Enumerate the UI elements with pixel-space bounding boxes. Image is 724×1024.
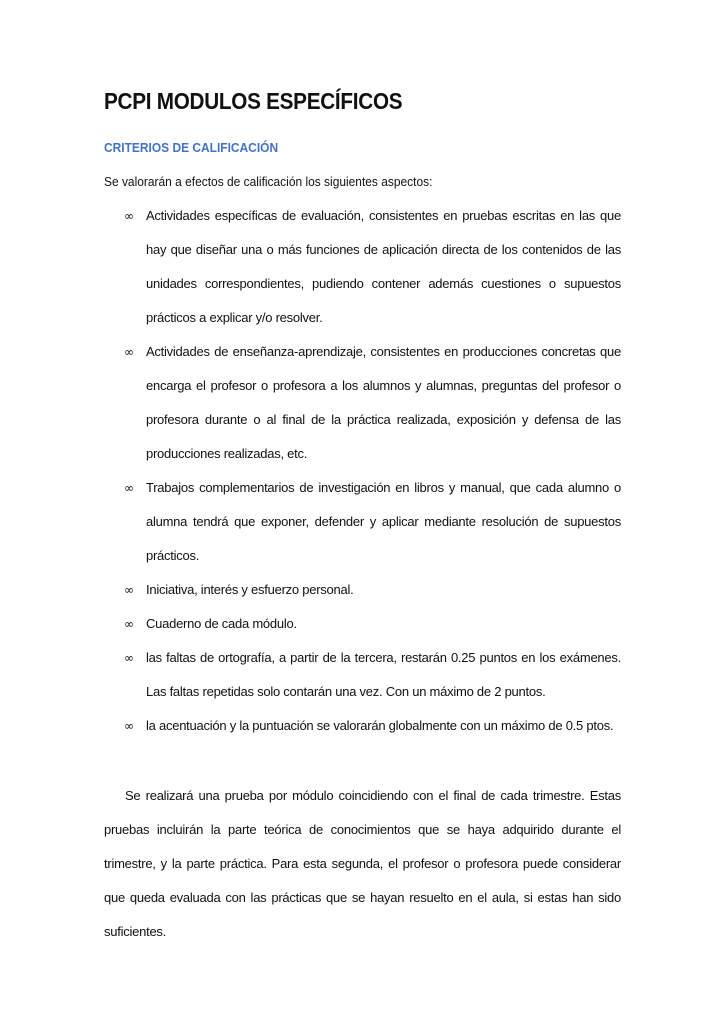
list-item	[104, 607, 621, 641]
section-heading: CRITERIOS DE CALIFICACIÓN	[104, 140, 279, 155]
intro-text: Se valorarán a efectos de calificación los siguientes aspectos:	[104, 174, 433, 189]
list-item	[104, 471, 621, 573]
infinity-bullet-icon: ∞	[124, 345, 134, 359]
closing-paragraph: Se realizará una prueba por módulo coincidiendo con el final de cada trimestre. Estas pruebas incluirán la parte teórica de conocimientos que se haya adquirido durante el trimestre, y la parte práctica. Para esta segunda, el profesor o profesora puede considerar que queda evaluada con las prácticas que se hayan resuelto en el aula, si estas han sido suficientes.	[104, 788, 621, 939]
infinity-bullet-icon: ∞	[124, 583, 134, 597]
list-item-text: Trabajos complementarios de investigación en libros y manual, que cada alumno o alumna tendrá que exponer, defender y aplicar mediante resolución de supuestos prácticos.	[146, 480, 621, 563]
list-item-text: la acentuación y la puntuación se valorarán globalmente con un máximo de 0.5 ptos.	[146, 718, 614, 733]
list-item	[104, 199, 621, 335]
list-item-text: Iniciativa, interés y esfuerzo personal.	[146, 582, 354, 597]
list-item-text: las faltas de ortografía, a partir de la tercera, restarán 0.25 puntos en los exámenes. Las faltas repetidas solo contarán una vez. Con un máximo de 2 puntos.	[146, 650, 621, 699]
document-title: PCPI MODULOS ESPECÍFICOS	[104, 88, 403, 114]
list-item-text: Actividades específicas de evaluación, consistentes en pruebas escritas en las que hay que diseñar una o más funciones de aplicación directa de los contenidos de las unidades correspondientes, pudiendo contener además cuestiones o supuestos prácticos a explicar y/o resolver.	[146, 208, 621, 325]
infinity-bullet-icon: ∞	[124, 209, 134, 223]
list-item	[104, 641, 621, 709]
list-item	[104, 335, 621, 471]
infinity-bullet-icon: ∞	[124, 719, 134, 733]
criteria-list	[104, 199, 621, 743]
list-item	[104, 709, 621, 743]
infinity-bullet-icon: ∞	[124, 651, 134, 665]
infinity-bullet-icon: ∞	[124, 617, 134, 631]
list-item	[104, 573, 621, 607]
document-page	[104, 86, 621, 949]
list-item-text: Cuaderno de cada módulo.	[146, 616, 297, 631]
infinity-bullet-icon: ∞	[124, 481, 134, 495]
list-item-text: Actividades de enseñanza-aprendizaje, consistentes en producciones concretas que encarga el profesor o profesora a los alumnos y alumnas, preguntas del profesor o profesora durante o al final de la práctica realizada, exposición y defensa de las producciones realizadas, etc.	[146, 344, 621, 461]
